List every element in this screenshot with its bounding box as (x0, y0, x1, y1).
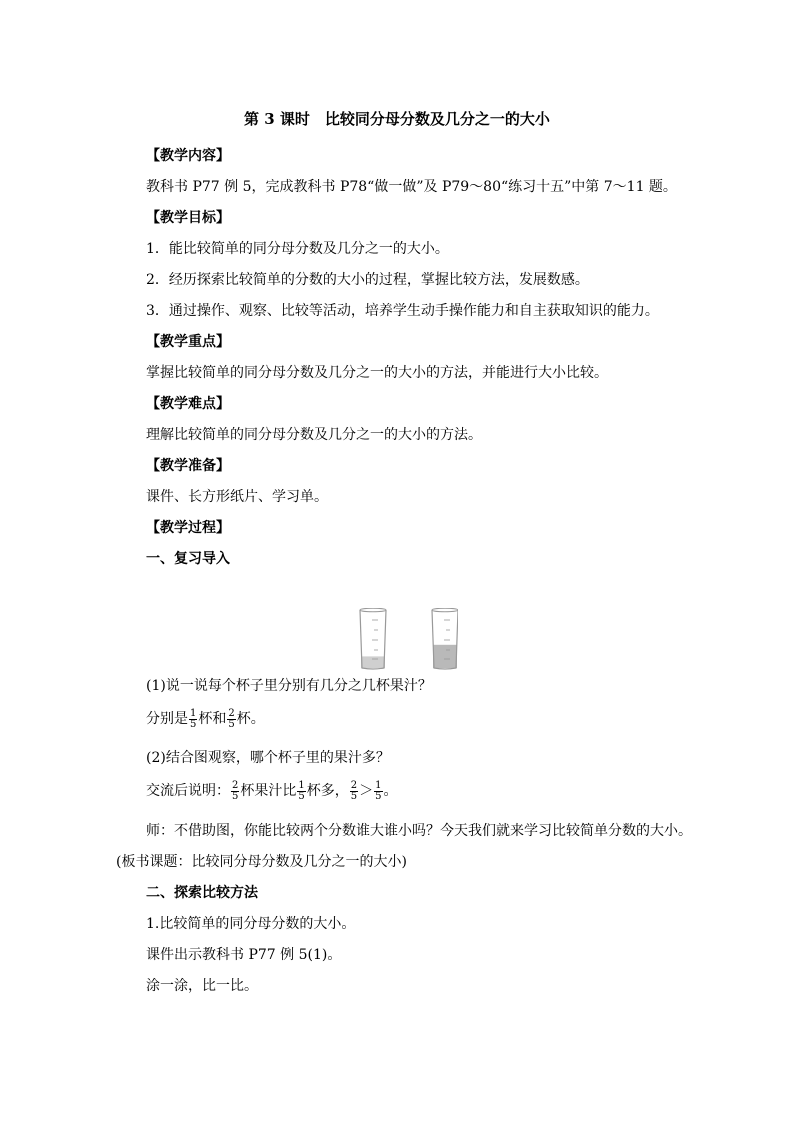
question-1: (1)说一说每个杯子里分别有几分之几杯果汁？ (146, 678, 432, 694)
teacher-line: 师：不借助图，你能比较两个分数谁大谁小吗？今天我们就来学习比较简单分数的大小。 (146, 823, 692, 839)
difficulty-heading: 【教学难点】 (146, 396, 230, 412)
answer-2 (146, 780, 398, 802)
answer-2-prefix: 交流后说明： (146, 783, 230, 799)
fraction-one-fifth: $\frac{1}{5}$ (298, 779, 305, 802)
answer-2-end: 。 (383, 783, 398, 799)
key-heading: 【教学重点】 (146, 334, 230, 350)
fraction-one-fifth: $\frac{1}{5}$ (375, 779, 382, 802)
goal-item-2: 2．经历探索比较简单的分数的大小的过程，掌握比较方法，发展数感。 (146, 272, 589, 288)
answer-1-prefix: 分别是 (146, 711, 188, 727)
answer-2-mid2: 杯多， (306, 783, 349, 799)
goal-item-1: 1．能比较简单的同分母分数及几分之一的大小。 (146, 241, 449, 257)
greater-than-sign: ＞ (359, 783, 374, 799)
cup-right-juice (433, 645, 457, 668)
answer-1-suffix: 杯。 (236, 711, 265, 727)
part1-heading: 一、复习导入 (146, 551, 230, 567)
answer-1 (146, 708, 265, 730)
cup-right (432, 608, 458, 669)
prep-text: 课件、长方形纸片、学习单。 (146, 489, 328, 505)
question-2: (2)结合图观察，哪个杯子里的果汁多？ (146, 750, 390, 766)
part2-line-2: 课件出示教科书 P77 例 5(1)。 (146, 947, 342, 963)
prep-heading: 【教学准备】 (146, 458, 230, 474)
key-text: 掌握比较简单的同分母分数及几分之一的大小的方法，并能进行大小比较。 (146, 365, 608, 381)
fraction-one-fifth: $\frac{1}{5}$ (190, 707, 197, 730)
goal-item-3: 3．通过操作、观察、比较等活动，培养学生动手操作能力和自主获取知识的能力。 (146, 303, 659, 319)
part2-line-3: 涂一涂，比一比。 (146, 978, 258, 994)
juice-cups-figure (358, 608, 458, 670)
cup-left-juice (361, 656, 385, 668)
fraction-two-fifths: $\frac{2}{5}$ (228, 707, 235, 730)
board-title-line: (板书课题：比较同分母分数及几分之一的大小) (116, 854, 407, 870)
part2-heading: 二、探索比较方法 (146, 885, 258, 901)
difficulty-text: 理解比较简单的同分母分数及几分之一的大小的方法。 (146, 427, 482, 443)
process-heading: 【教学过程】 (146, 520, 230, 536)
content-text: 教科书 P77 例 5，完成教科书 P78“做一做”及 P79～80“练习十五”中第 7～11 题。 (146, 179, 677, 195)
goals-heading: 【教学目标】 (146, 210, 230, 226)
part2-line-1: 1.比较简单的同分母分数的大小。 (146, 916, 356, 932)
fraction-two-fifths: $\frac{2}{5}$ (350, 779, 358, 802)
answer-1-mid: 杯和 (198, 711, 227, 727)
cup-left (360, 608, 386, 669)
fraction-two-fifths: $\frac{2}{5}$ (232, 779, 239, 802)
page-title: 第 3 课时 比较同分母分数及几分之一的大小 (244, 110, 550, 128)
content-heading: 【教学内容】 (146, 148, 230, 164)
answer-2-mid1: 杯果汁比 (240, 783, 297, 799)
